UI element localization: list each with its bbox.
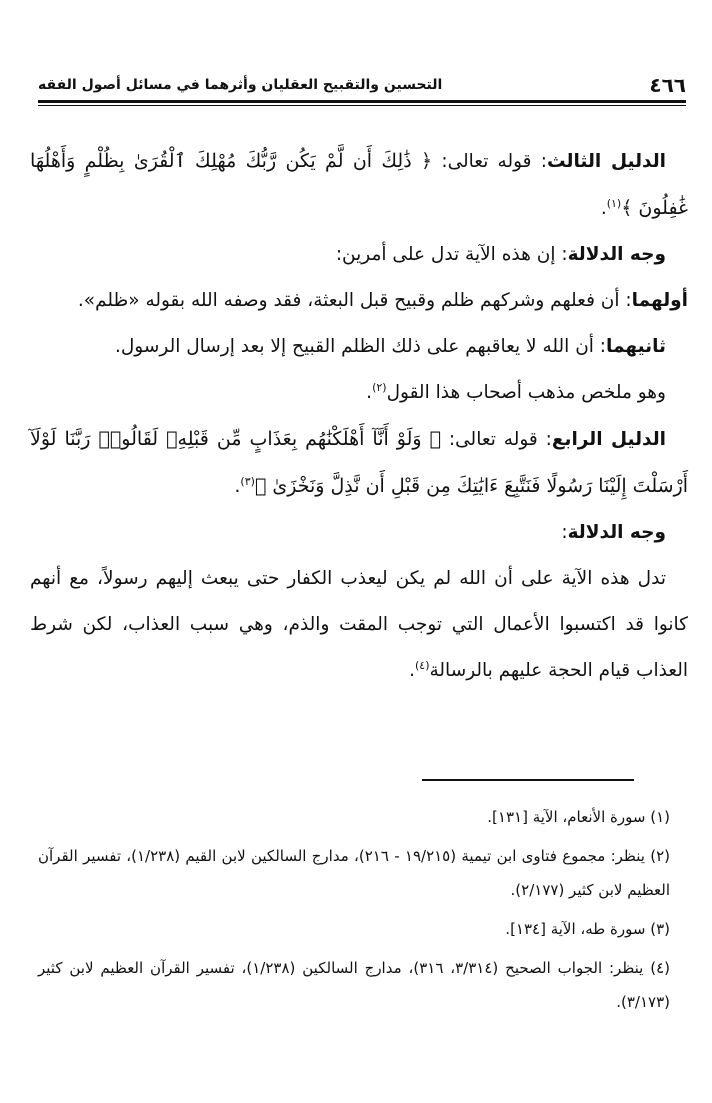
- heading-fourth-evidence: الدليل الرابع: [551, 429, 667, 450]
- label-first: أولهما: [631, 290, 688, 311]
- p7-end: :: [561, 522, 568, 543]
- paragraph-fourth-evidence: [30, 416, 688, 510]
- p6-intro: : قوله تعالى:: [441, 429, 552, 450]
- footnote-text: سورة طه، الآية [١٣٤].: [505, 920, 646, 938]
- footnote-ref-1[interactable]: (١): [606, 196, 622, 210]
- page-number: ٤٦٦: [649, 73, 686, 97]
- paragraph-third-evidence: [30, 138, 688, 232]
- footnotes: [38, 800, 670, 1024]
- paragraph-summary: [30, 370, 688, 416]
- footnote-text: ينظر: مجموع فتاوى ابن تيمية (١٩/٢١٥ - ٢١٦)، مدارج السالكين لابن القيم (١/٢٣٨)، تفسير القرآن العظيم لابن كثير (٢/١٧٧).: [38, 847, 670, 899]
- main-text: [30, 138, 688, 694]
- footnote-2: [38, 839, 670, 907]
- footnote-3: [38, 912, 670, 946]
- footnote-number: (٤): [650, 959, 671, 977]
- quran-verse-1: ﴿ ذَٰلِكَ أَن لَّمْ يَكُن رَّبُّكَ مُهْلِكَ ٱلْقُرَىٰ بِظُلْمٍ وَأَهْلُهَا غَٰفِلُونَ ﴾: [30, 150, 688, 219]
- p4-text: : أن الله لا يعاقبهم على ذلك الظلم القبيح إلا بعد إرسال الرسول.: [114, 336, 607, 357]
- footnote-ref-4[interactable]: (٤): [414, 658, 430, 672]
- footnote-ref-3[interactable]: (٣): [240, 474, 255, 488]
- p3-text: : أن فعلهم وشركهم ظلم وقبيح قبل البعثة، فقد وصفه الله بقوله «ظلم».: [77, 290, 632, 311]
- footnote-1: [38, 800, 670, 834]
- paragraph-indication-1: [30, 232, 688, 278]
- header-rule: [38, 100, 686, 106]
- p5-text: وهو ملخص مذهب أصحاب هذا القول: [386, 382, 666, 403]
- paragraph-conclusion: [30, 556, 688, 694]
- footnote-text: ينظر: الجواب الصحيح (٣/٣١٤، ٣١٦)، مدارج السالكين (١/٢٣٨)، تفسير القرآن العظيم لابن كثير (٣/١٧٣).: [38, 959, 670, 1011]
- quran-verse-2: ﴿ وَلَوْ أَنَّآ أَهْلَكْنَٰهُم بِعَذَابٍ مِّن قَبْلِهِۦ لَقَالُوا۟ رَبَّنَا لَوْلَآ أَرْسَلْتَ إِلَيْنَا رَسُولًا فَنَتَّبِعَ ءَايَٰتِكَ مِن قَبْلِ أَن نَّذِلَّ وَنَخْزَىٰ ﴾: [30, 428, 688, 497]
- running-title: التحسين والتقبيح العقليان وأثرهما في مسائل أصول الفقه: [38, 77, 443, 93]
- paragraph-first-matter: [30, 278, 688, 324]
- heading-indication-2: وجه الدلالة: [567, 522, 666, 543]
- page-header: [38, 70, 686, 100]
- heading-indication-1: وجه الدلالة: [567, 244, 666, 265]
- footnote-number: (٢): [650, 847, 670, 865]
- footnote-text: سورة الأنعام، الآية [١٣١].: [487, 808, 646, 826]
- p1-end: .: [600, 198, 607, 219]
- p6-end: .: [234, 476, 241, 497]
- label-second: ثانيهما: [606, 336, 666, 357]
- footnote-separator: [422, 779, 634, 781]
- footnote-4: [38, 951, 670, 1019]
- p1-intro: : قوله تعالى:: [432, 151, 547, 172]
- p8-end: .: [409, 660, 415, 681]
- paragraph-second-matter: [30, 324, 688, 370]
- p8-text: تدل هذه الآية على أن الله لم يكن ليعذب الكفار حتى يبعث إليهم رسولاً، مع أنهم كانوا قد اكتسبوا الأعمال التي توجب المقت والذم، وهي سبب العذاب، لكن شرط العذاب قيام الحجة عليهم بالرسالة: [30, 568, 688, 681]
- heading-third-evidence: الدليل الثالث: [546, 151, 666, 172]
- p5-end: .: [366, 382, 373, 403]
- footnote-number: (٣): [650, 920, 670, 938]
- p2-text: : إن هذه الآية تدل على أمرين:: [335, 244, 568, 265]
- paragraph-indication-2: [30, 510, 688, 556]
- footnote-ref-2[interactable]: (٢): [372, 380, 387, 394]
- footnote-number: (١): [650, 808, 670, 826]
